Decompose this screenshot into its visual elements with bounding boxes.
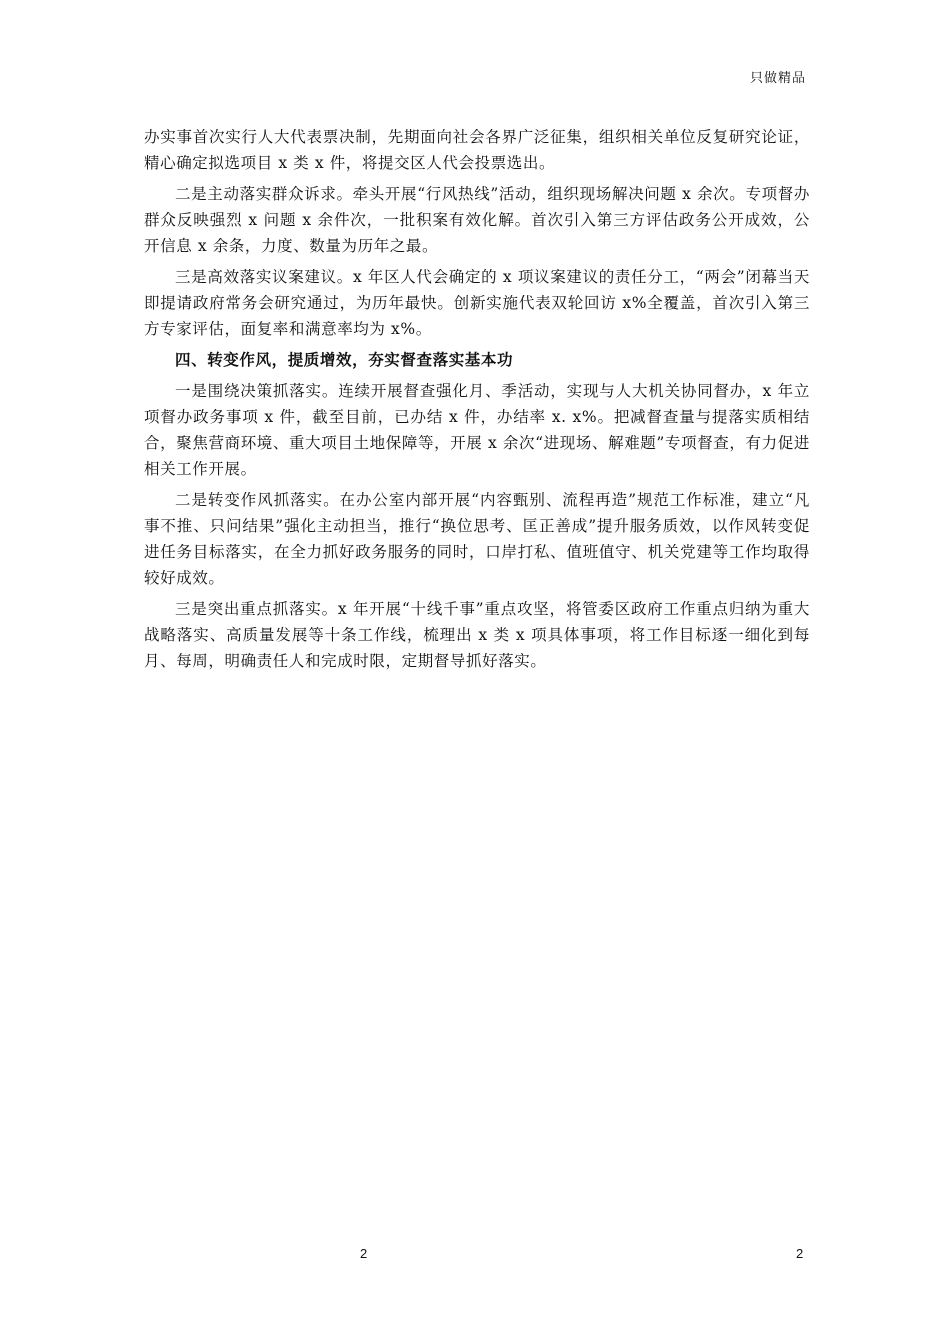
header-tagline: 只做精品 [749,71,806,86]
paragraph-item-3: 三是高效落实议案建议。x 年区人代会确定的 x 项议案建议的责任分工，“两会”闭幕当天即提请政府常务会研究通过，为历年最快。创新实施代表双轮回访 x%全覆盖，首次引入第三方专家评估，面复率和满意率均为 x%。 [144,268,810,338]
paragraph-section4-item-1: 一是围绕决策抓落实。连续开展督查强化月、季活动，实现与人大机关协同督办，x 年立项督办政务事项 x 件，截至目前，已办结 x 件，办结率 x. x%。把减督查量与提落实质相结合，聚焦营商环境、重大项目土地保障等，开展 x 余次“进现场、解难题”专项督查，有力促进相关工作开展。 [144,382,810,478]
page-number-center: 2 [360,1246,368,1261]
page-number-right: 2 [796,1246,804,1261]
paragraph-section4-item-3: 三是突出重点抓落实。x 年开展“十线千事”重点攻坚，将管委区政府工作重点归纳为重大战略落实、高质量发展等十条工作线，梳理出 x 类 x 项具体事项，将工作目标逐一细化到每月、每周，明确责任人和完成时限，定期督导抓好落实。 [144,600,810,670]
document-body [144,124,810,674]
paragraph-continuation: 办实事首次实行人大代表票决制，先期面向社会各界广泛征集，组织相关单位反复研究论证，精心确定拟选项目 x 类 x 件，将提交区人代会投票选出。 [144,128,810,172]
paragraph-item-2: 二是主动落实群众诉求。牵头开展“行风热线”活动，组织现场解决问题 x 余次。专项督办群众反映强烈 x 问题 x 余件次，一批积案有效化解。首次引入第三方评估政务公开成效，公开信息 x 余条，力度、数量为历年之最。 [144,185,810,255]
section-heading-4: 四、转变作风，提质增效，夯实督查落实基本功 [175,350,514,369]
paragraph-section4-item-2: 二是转变作风抓落实。在办公室内部开展“内容甄别、流程再造”规范工作标准，建立“凡事不推、只问结果”强化主动担当，推行“换位思考、匡正善成”提升服务质效，以作风转变促进任务目标落实，在全力抓好政务服务的同时，口岸打私、值班值守、机关党建等工作均取得较好成效。 [144,491,810,587]
